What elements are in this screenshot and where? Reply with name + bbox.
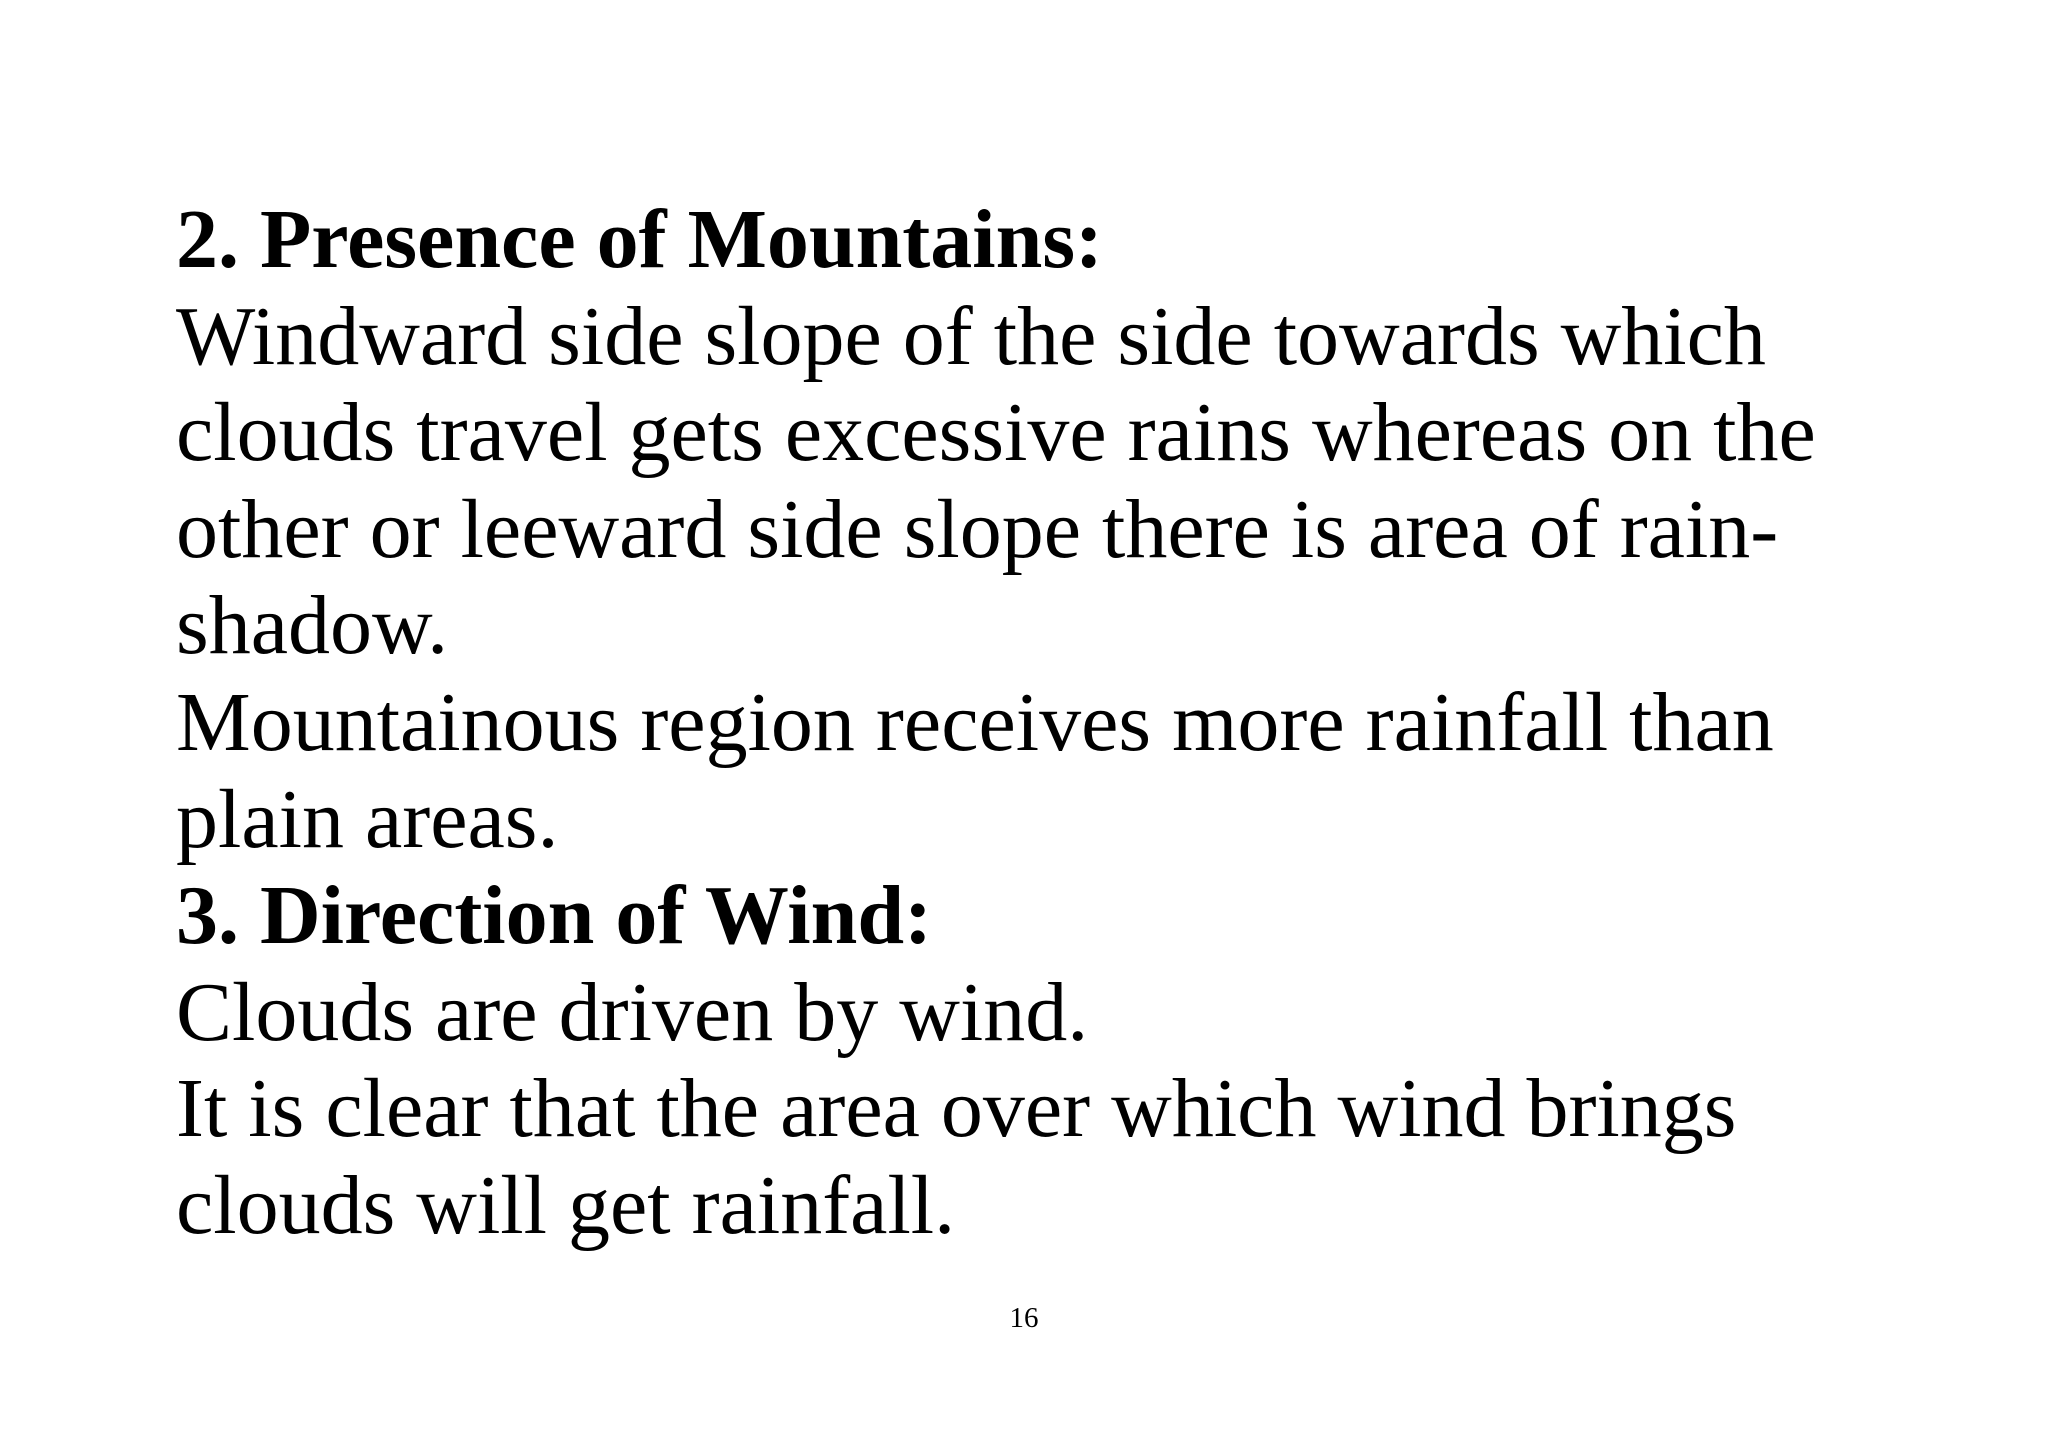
section-heading-direction-of-wind: 3. Direction of Wind: <box>176 869 933 963</box>
paragraph-line: shadow. <box>176 579 449 673</box>
paragraph-line: Mountainous region receives more rainfall than <box>176 675 1774 769</box>
paragraph-line: plain areas. <box>176 772 559 866</box>
section-heading-presence-of-mountains: 2. Presence of Mountains: <box>176 193 1103 286</box>
paragraph-line: clouds travel gets excessive rains whereas on the <box>176 386 1816 480</box>
paragraph-line: Windward side slope of the side towards which <box>176 289 1766 383</box>
paragraph-line: other or leeward side slope there is area of rain- <box>176 482 1779 576</box>
paragraph-line: clouds will get rainfall. <box>176 1158 956 1252</box>
page-body <box>176 192 1976 1255</box>
page-number: 16 <box>1009 1302 1039 1334</box>
paragraph-line: Clouds are driven by wind. <box>176 965 1089 1059</box>
paragraph-line: It is clear that the area over which wind brings <box>176 1062 1737 1156</box>
